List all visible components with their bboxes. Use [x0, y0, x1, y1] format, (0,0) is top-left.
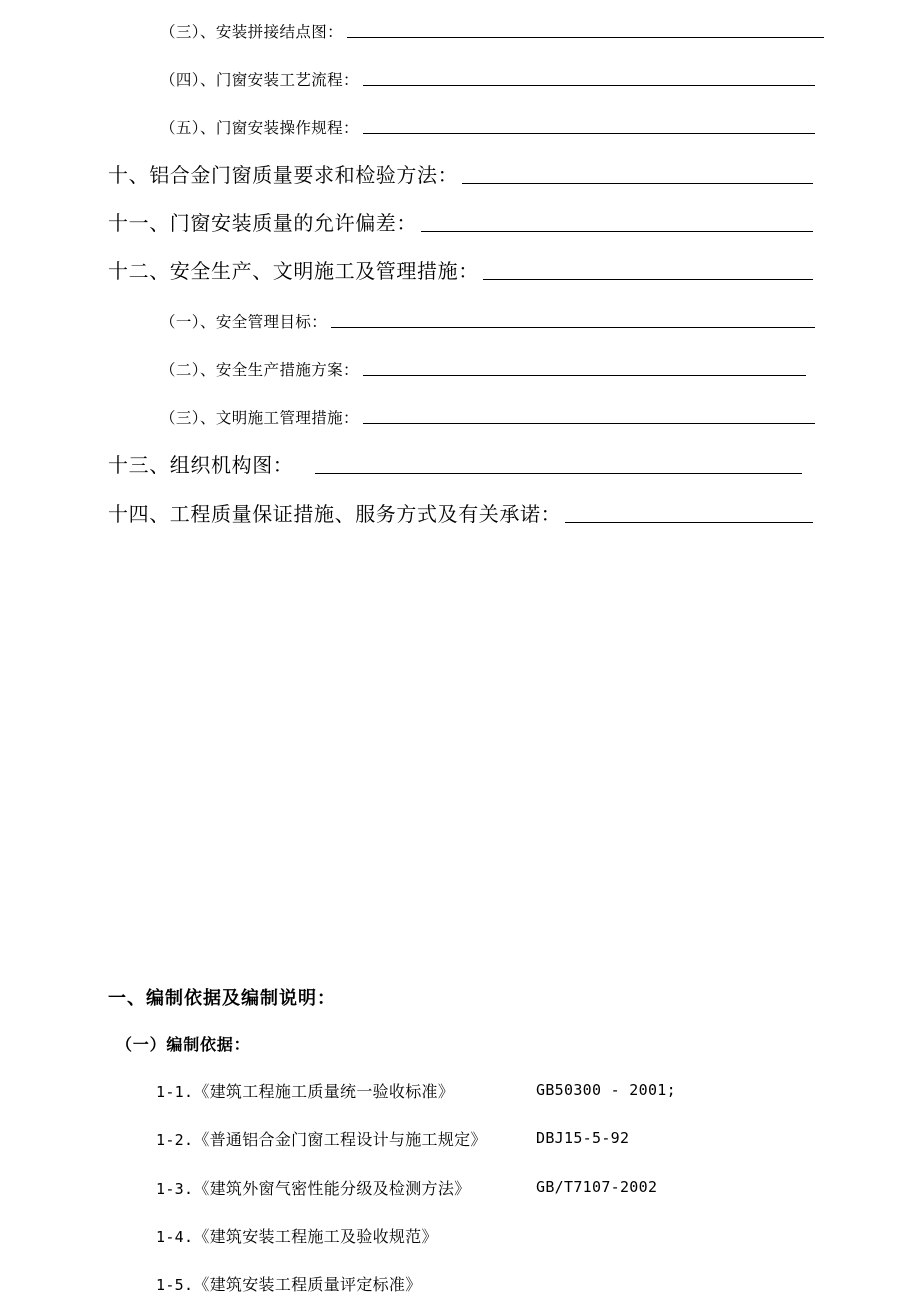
toc-leader-line	[363, 133, 815, 134]
toc-entry	[108, 160, 813, 188]
reference-title: 《普通铝合金门窗工程设计与施工规定》	[193, 1130, 487, 1149]
toc-leader-line	[483, 279, 813, 280]
toc-entry	[160, 114, 815, 138]
toc-entry-label: 十、铝合金门窗质量要求和检验方法：	[108, 163, 459, 187]
toc-entry	[160, 308, 815, 332]
reference-title: 《建筑工程施工质量统一验收标准》	[193, 1082, 455, 1101]
toc-leader-line	[421, 231, 813, 232]
reference-code: GB50300 - 2001;	[536, 1081, 676, 1099]
reference-item	[156, 1272, 776, 1296]
toc-entry-label: （一）、安全管理目标：	[160, 313, 328, 331]
toc-entry	[160, 356, 806, 380]
toc-entry-label: 十四、工程质量保证措施、服务方式及有关承诺：	[108, 502, 562, 526]
toc-entry-label: （四）、门窗安装工艺流程：	[160, 71, 359, 89]
reference-number: 1-5.	[156, 1276, 194, 1294]
toc-leader-line	[315, 473, 802, 474]
toc-entry	[108, 208, 813, 236]
reference-title: 《建筑安装工程质量评定标准》	[193, 1275, 422, 1294]
section-title: 一、编制依据及编制说明：	[108, 988, 336, 1009]
toc-entry-label: （三）、文明施工管理措施：	[160, 409, 359, 427]
toc-entry	[160, 404, 815, 428]
subsection-title: （一）编制依据：	[116, 1035, 251, 1054]
toc-entry	[160, 18, 824, 42]
toc-entry-label: （五）、门窗安装操作规程：	[160, 119, 359, 137]
reference-number: 1-2.	[156, 1131, 194, 1149]
reference-item	[156, 1127, 776, 1151]
reference-title: 《建筑安装工程施工及验收规范》	[193, 1227, 438, 1246]
reference-code: DBJ15-5-92	[536, 1129, 630, 1147]
reference-number: 1-3.	[156, 1180, 194, 1198]
toc-entry	[108, 256, 813, 284]
toc-entry	[108, 499, 813, 527]
toc-entry-label: （三）、安装拼接结点图：	[160, 23, 344, 41]
toc-entry-label: 十一、门窗安装质量的允许偏差：	[108, 211, 417, 235]
toc-leader-line	[363, 375, 806, 376]
reference-item	[156, 1224, 776, 1248]
toc-entry	[108, 450, 802, 478]
reference-number: 1-4.	[156, 1228, 194, 1246]
toc-leader-line	[462, 183, 813, 184]
toc-leader-line	[363, 85, 815, 86]
toc-entry-label: 十二、安全生产、文明施工及管理措施：	[108, 259, 479, 283]
toc-leader-line	[331, 327, 815, 328]
toc-entry	[160, 66, 815, 90]
toc-leader-line	[347, 37, 824, 38]
toc-entry-label: 十三、组织机构图：	[108, 453, 294, 477]
toc-leader-line	[363, 423, 815, 424]
reference-item	[156, 1176, 776, 1200]
reference-title: 《建筑外窗气密性能分级及检测方法》	[193, 1179, 471, 1198]
reference-code: GB/T7107-2002	[536, 1178, 658, 1196]
reference-item	[156, 1079, 776, 1103]
reference-number: 1-1.	[156, 1083, 194, 1101]
toc-entry-label: （二）、安全生产措施方案：	[160, 361, 359, 379]
toc-leader-line	[565, 522, 813, 523]
